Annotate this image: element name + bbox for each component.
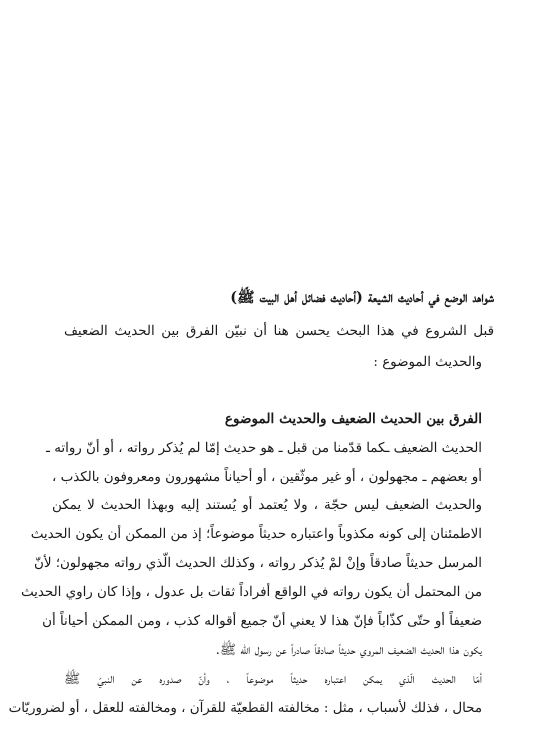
body-line-4: الاطمئنان إلى كونه مكذوباً واعتباره حديثاً موضوعاً؛ إذ من الممكن أن يكون الحديث [30, 527, 482, 542]
body-line-5: المرسل حديثاً صادقاً وإنْ لمْ يُذكر رواته ، وكذلك الحديث الّذي رواته مجهولون؛ لأنّ [33, 556, 482, 571]
body-line-7: ضعيفاً أو حتّى كذّاباً فإنّ هذا لا يعني أنّ جميع أقواله كذب ، ومن الممكن أحياناً أن [42, 614, 482, 629]
para2-line-1: أمّا الحديث الّذي يمكن اعتباره حديثاً موضوعاً ، وأنّ صدوره عن النبيّ ﷺ [64, 672, 482, 687]
body-line-8: يكون هذا الحديث الضعيف المروي حديثاً صادقاً صادراً عن رسول الله ﷺ. [215, 643, 482, 658]
section-title: شواهد الوضع في أحاديث الشيعة (أحاديث فضائل أهل البيت ﷺ) [230, 289, 494, 306]
intro-line-2: والحديث الموضوع : [373, 355, 482, 370]
body-line-2: أو بعضهم ـ مجهولون ، أو غير موثّقين ، أو أحياناً مشهورون ومعروفون بالكذب ، [52, 470, 482, 485]
para2-line-2: محال ، فذلك لأسباب ، مثل : مخالفته القطعيّة للقرآن ، ومخالفته للعقل ، أو لضروريّات [8, 701, 482, 716]
body-line-3: والحديث الضعيف ليس حجّة ، ولا يُعتمد أو يُستند إليه وبهذا الحديث لا يمكن [52, 498, 482, 513]
body-line-6: من المحتمل أن يكون رواته في الواقع أفراداً ثقات بل عدول ، وإذا كان راوي الحديث [21, 585, 482, 600]
body-line-1: الحديث الضعيف ـكما قدّمنا من قبل ـ هو حديث إمّا لم يُذكر رواته ، أو أنّ رواته ـ [46, 441, 482, 456]
intro-line-1: قبل الشروع في هذا البحث يحسن هنا أن نبيّن الفرق بين الحديث الضعيف [64, 324, 494, 339]
subheading: الفرق بين الحديث الضعيف والحديث الموضوع [224, 411, 482, 427]
